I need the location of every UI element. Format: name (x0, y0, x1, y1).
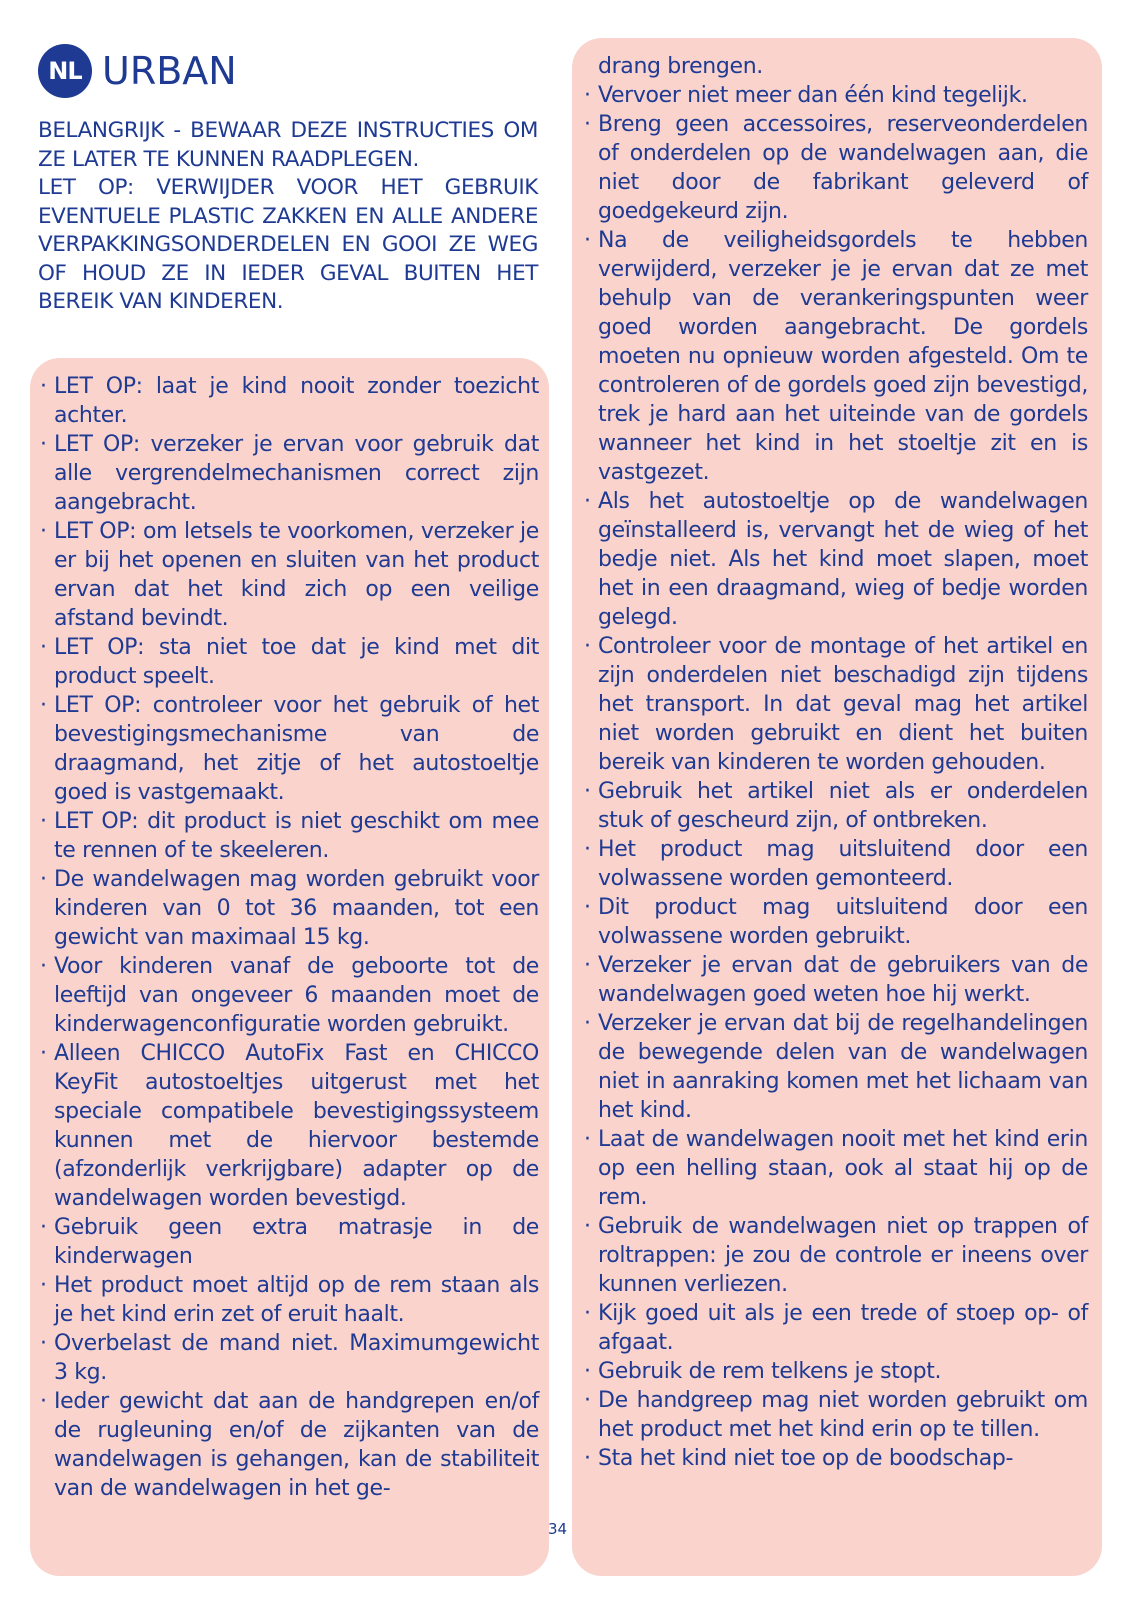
list-item: · Het product mag uitsluitend door een volwassene worden gemonteerd. (584, 835, 1088, 893)
list-item: · Dit product mag uitsluitend door een volwassene worden gebruikt. (584, 893, 1088, 951)
list-item: · Gebruik de rem telkens je stopt. (584, 1357, 1088, 1386)
list-item: · Verzeker je ervan dat de gebruikers van de wandelwagen goed weten hoe hij werkt. (584, 951, 1088, 1009)
list-item: · Laat de wandelwagen nooit met het kind erin op een helling staan, ook al staat hij op de rem. (584, 1125, 1088, 1212)
list-item: · Verzeker je ervan dat bij de regelhandelingen de bewegende delen van de wandelwagen niet in aanraking komen met het lichaam van het kind. (584, 1009, 1088, 1125)
list-item: · LET OP: laat je kind nooit zonder toezicht achter. (40, 372, 539, 430)
intro-paragraph-plastic-bags: LET OP: VERWIJDER VOOR HET GEBRUIK EVENTUELE PLASTIC ZAKKEN EN ALLE ANDERE VERPAKKINGSONDERDELEN EN GOOI ZE WEG OF HOUD ZE IN IEDER GEVAL BUITEN HET BEREIK VAN KINDEREN. (38, 175, 538, 314)
page-number: 34 (548, 1520, 568, 1538)
list-item: · Na de veiligheidsgordels te hebben verwijderd, verzeker je je ervan dat ze met behulp van de verankeringspunten weer goed worden aangebracht. De gordels moeten nu opnieuw worden afgesteld. Om te controleren of de gordels goed zijn bevestigd, trek je hard aan het uiteinde van de gordels wanneer het kind in het stoeltje zit en is vastgezet. (584, 226, 1088, 487)
list-item: · LET OP: om letsels te voorkomen, verzeker je er bij het openen en sluiten van het product ervan dat het kind zich op een veilige afstand bevindt. (40, 517, 539, 633)
list-item: · Ieder gewicht dat aan de handgrepen en/of de rugleuning en/of de zijkanten van de wandelwagen is gehangen, kan de stabiliteit van de wandelwagen in het ge- (40, 1387, 539, 1503)
list-item: · Overbelast de mand niet. Maximumgewicht 3 kg. (40, 1329, 539, 1387)
list-item: · Als het autostoeltje op de wandelwagen geïnstalleerd is, vervangt het de wieg of het bedje niet. Als het kind moet slapen, moet het in een draagmand, wieg of bedje worden gelegd. (584, 487, 1088, 632)
warning-list-right (584, 81, 1088, 1473)
product-title: URBAN (102, 49, 237, 93)
continued-text: drang brengen. (598, 54, 763, 79)
list-item: · LET OP: controleer voor het gebruik of het bevestigingsmechanisme van de draagmand, het zitje of het autostoeltje goed is vastgemaakt. (40, 691, 539, 807)
list-item: · LET OP: sta niet toe dat je kind met dit product speelt. (40, 633, 539, 691)
warnings-box-left (30, 358, 549, 1576)
warnings-box-right (572, 38, 1102, 1576)
list-item: · LET OP: verzeker je ervan voor gebruik dat alle vergrendelmechanismen correct zijn aangebracht. (40, 430, 539, 517)
page-header (38, 42, 237, 100)
list-item: · Gebruik geen extra matrasje in de kinderwagen (40, 1213, 539, 1271)
list-item: · LET OP: dit product is niet geschikt om mee te rennen of te skeeleren. (40, 807, 539, 865)
intro-warning (38, 117, 538, 317)
language-badge: NL (38, 44, 92, 98)
list-item: · Gebruik de wandelwagen niet op trappen of roltrappen: je zou de controle er ineens over kunnen verliezen. (584, 1212, 1088, 1299)
warning-list-left (40, 372, 539, 1503)
list-item: · De handgreep mag niet worden gebruikt om het product met het kind erin op te tillen. (584, 1386, 1088, 1444)
list-item: · Gebruik het artikel niet als er onderdelen stuk of gescheurd zijn, of ontbreken. (584, 777, 1088, 835)
list-item: · Het product moet altijd op de rem staan als je het kind erin zet of eruit haalt. (40, 1271, 539, 1329)
list-item: · De wandelwagen mag worden gebruikt voor kinderen van 0 tot 36 maanden, tot een gewicht van maximaal 15 kg. (40, 865, 539, 952)
intro-paragraph-keep-instructions: BELANGRIJK - BEWAAR DEZE INSTRUCTIES OM ZE LATER TE KUNNEN RAADPLEGEN. (38, 118, 538, 172)
list-item: · Vervoer niet meer dan één kind tegelijk. (584, 81, 1088, 110)
list-item: · Sta het kind niet toe op de boodschap- (584, 1444, 1088, 1473)
list-item: · Controleer voor de montage of het artikel en zijn onderdelen niet beschadigd zijn tijdens het transport. In dat geval mag het artikel niet worden gebruikt en dient het buiten bereik van kinderen te worden gehouden. (584, 632, 1088, 777)
list-item: · Kijk goed uit als je een trede of stoep op- of afgaat. (584, 1299, 1088, 1357)
list-item: · Alleen CHICCO AutoFix Fast en CHICCO KeyFit autostoeltjes uitgerust met het speciale compatibele bevestigingssysteem kunnen met de hiervoor bestemde (afzonderlijk verkrijgbare) adapter op de wandelwagen worden bevestigd. (40, 1039, 539, 1213)
list-item: · Voor kinderen vanaf de geboorte tot de leeftijd van ongeveer 6 maanden moet de kinderwagenconfiguratie worden gebruikt. (40, 952, 539, 1039)
list-item: · Breng geen accessoires, reserveonderdelen of onderdelen op de wandelwagen aan, die niet door de fabrikant geleverd of goedgekeurd zijn. (584, 110, 1088, 226)
